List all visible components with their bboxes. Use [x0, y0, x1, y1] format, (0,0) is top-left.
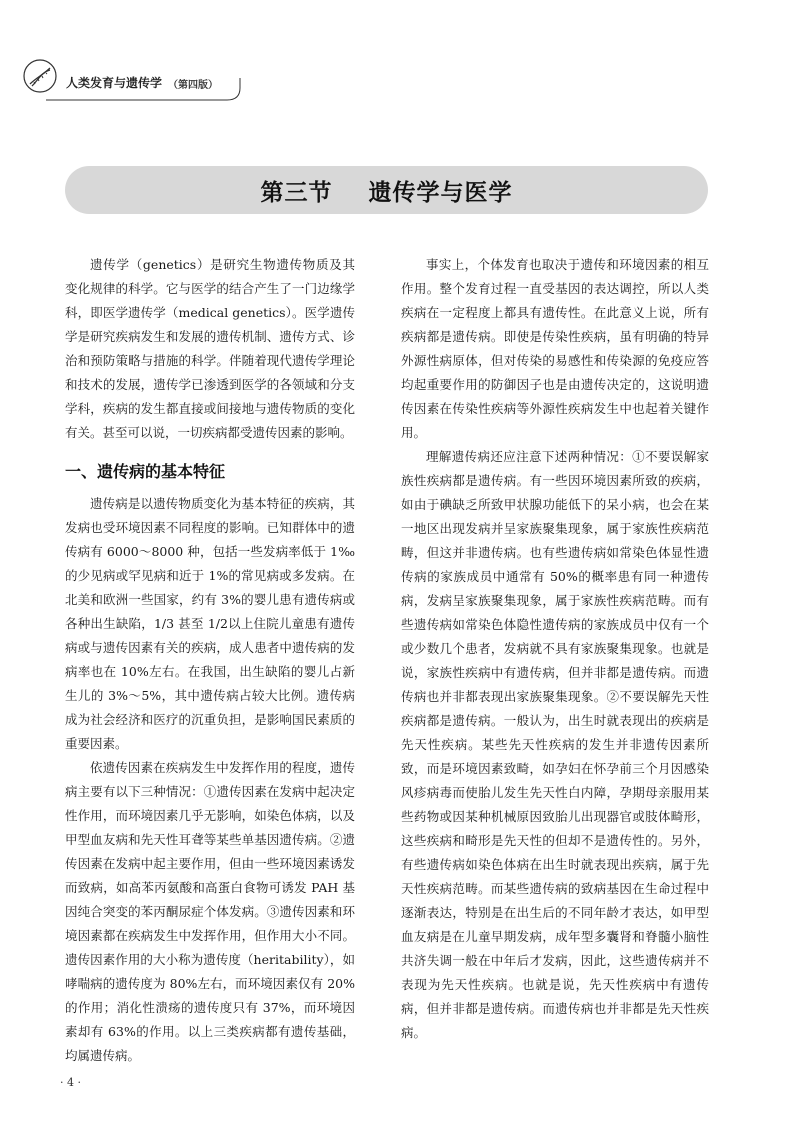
section-banner	[65, 166, 708, 214]
right-column	[401, 253, 709, 1045]
paragraph: 遗传病是以遗传物质变化为基本特征的疾病，其发病也受环境因素不同程度的影响。已知群体中的遗传病有 6000～8000 种，包括一些发病率低于 1‰的少见病或罕见病和近于 1%的常见病或多发病。在北美和欧洲一些国家，约有 3%的婴儿患有遗传病或各种出生缺陷，1/3 甚至 1/2以上住院儿童患有遗传病或与遗传因素有关的疾病，成人患者中遗传病的发病率也在 10%左右。在我国，出生缺陷的婴儿占新生儿的 3%～5%，其中遗传病占较大比例。遗传病成为社会经济和医疗的沉重负担，是影响国民素质的重要因素。	[65, 496, 355, 751]
paragraph: 遗传学（genetics）是研究生物遗传物质及其变化规律的科学。它与医学的结合产生了一门边缘学科，即医学遗传学（medical genetics）。医学遗传学是研究疾病发生和发展的遗传机制、遗传方式、诊治和预防策略与措施的科学。伴随着现代遗传学理论和技术的发展，遗传学已渗透到医学的各领域和分支学科，疾病的发生都直接或间接地与遗传物质的变化有关。甚至可以说，一切疾病都受遗传因素的影响。	[65, 257, 355, 440]
subsection-heading: 一、遗传病的基本特征	[65, 462, 226, 481]
paragraph: 依遗传因素在疾病发生中发挥作用的程度，遗传病主要有以下三种情况：①遗传因素在发病中起决定性作用，而环境因素几乎无影响，如染色体病，以及甲型血友病和先天性耳聋等某些单基因遗传病。②遗传因素在发病中起主要作用，但由一些环境因素诱发而致病，如高苯丙氨酸和高蛋白食物可诱发 PAH 基因纯合突变的苯丙酮尿症个体发病。③遗传因素和环境因素都在疾病发生中发挥作用，但作用大小不同。遗传因素作用的大小称为遗传度（heritability），如哮喘病的遗传度为 80%左右，而环境因素仅有 20%的作用；消化性溃疡的遗传度只有 37%，而环境因素却有 63%的作用。以上三类疾病都有遗传基础，均属遗传病。	[65, 760, 355, 1063]
left-column	[65, 253, 355, 1068]
paragraph: 理解遗传病还应注意下述两种情况：①不要误解家族性疾病都是遗传病。有一些因环境因素所致的疾病，如由于碘缺乏所致甲状腺功能低下的呆小病，也会在某一地区出现发病并呈家族聚集现象，属于家族性疾病范畴，但这并非遗传病。也有些遗传病如常染色体显性遗传病的家族成员中通常有 50%的概率患有同一种遗传病，发病呈家族聚集现象，属于家族性疾病范畴。而有些遗传病如常染色体隐性遗传病的家族成员中仅有一个或少数几个患者，发病就不具有家族聚集现象。也就是说，家族性疾病中有遗传病，但并非都是遗传病。而遗传病也并非都表现出家族聚集现象。②不要误解先天性疾病都是遗传病。一般认为，出生时就表现出的疾病是先天性疾病。某些先天性疾病的发生并非遗传因素所致，而是环境因素致畸，如孕妇在怀孕前三个月因感染风疹病毒而使胎儿发生先天性白内障，孕期母亲服用某些药物或因某种机械原因致胎儿出现器官或肢体畸形，这些疾病和畸形是先天性的但却不是遗传性的。另外，有些遗传病如染色体病在出生时就表现出疾病，属于先天性疾病范畴。而某些遗传病的致病基因在生命过程中逐渐表达，特别是在出生后的不同年龄才表达，如甲型血友病是在儿童早期发病，成年型多囊肾和脊髓小脑性共济失调一般在中年后才发病，因此，这些遗传病并不表现为先天性疾病。也就是说，先天性疾病中有遗传病，但并非都是遗传病。而遗传病也并非都是先天性疾病。	[401, 449, 709, 1040]
paragraph: 事实上，个体发育也取决于遗传和环境因素的相互作用。整个发育过程一直受基因的表达调控，所以人类疾病在一定程度上都具有遗传性。在此意义上说，所有疾病都是遗传病。即使是传染性疾病，虽有明确的特异外源性病原体，但对传染的易感性和传染源的免疫应答均起重要作用的防御因子也是由遗传决定的，这说明遗传因素在传染性疾病等外源性疾病发生中也起着关键作用。	[401, 257, 709, 440]
section-title: 第三节 遗传学与医学	[260, 178, 513, 206]
running-header	[22, 58, 247, 102]
page-number: · 4 ·	[60, 1076, 81, 1089]
book-edition: （第四版）	[168, 80, 218, 91]
dna-helix-icon	[22, 58, 58, 94]
book-title: 人类发育与遗传学	[66, 76, 163, 90]
